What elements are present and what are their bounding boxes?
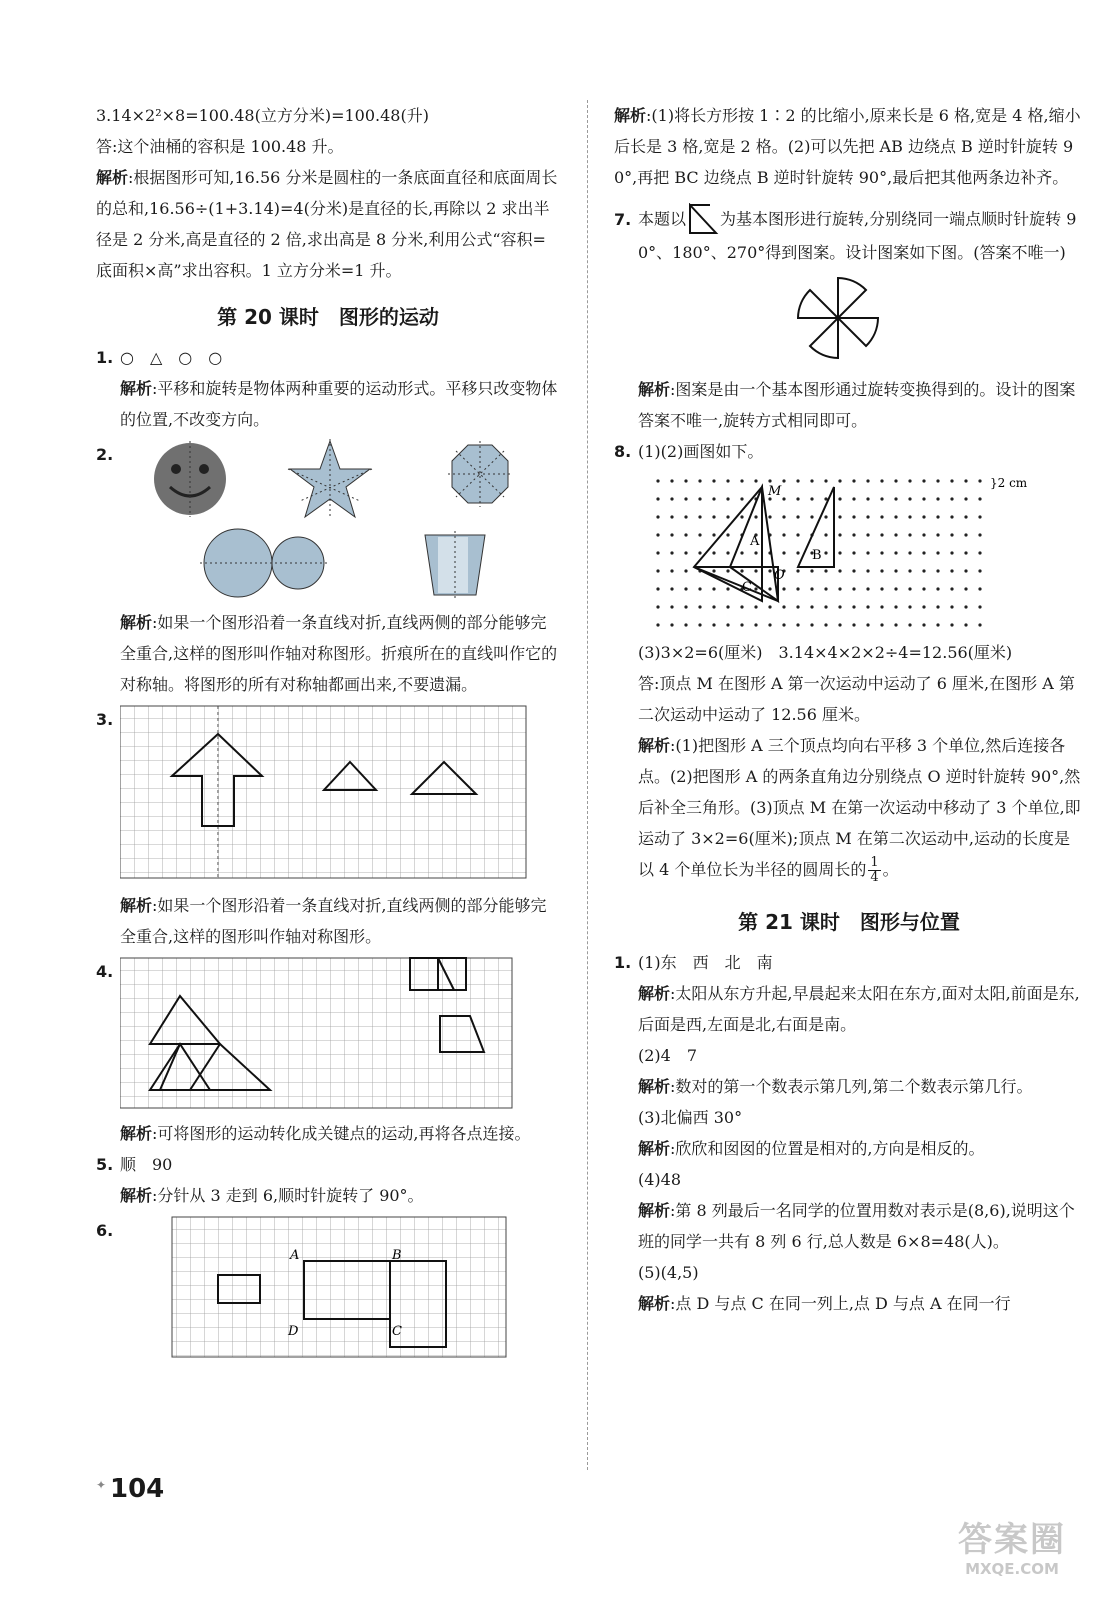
pinwheel-icon [798, 278, 878, 358]
explanation-text: :根据图形可知,16.56 分米是圆柱的一条底面直径和底面周长的总和,16.56÷(1+3.14)=4(分米)是直径的长,再除以 2 求出半径是 2 分米,高是直径的 2 倍,求出高是 8 分米,利用公式“容积=底面积×高”求出容积。1 立方分米=1 升。 [96, 168, 558, 280]
answer-line: 答:顶点 M 在图形 A 第一次运动中运动了 6 厘米,在图形 A 第二次运动中运动了 12.56 厘米。 [638, 674, 1075, 724]
question-number: 7. [614, 209, 632, 229]
page-number: 104 [110, 1474, 165, 1504]
fraction: $\frac{1}{4}$ [870, 855, 879, 885]
explanation-text: :点 D 与点 C 在同一列上,点 D 与点 A 在同一行 [670, 1294, 1011, 1313]
lesson-title: 图形的运动 [338, 305, 439, 329]
question-1 [96, 342, 560, 435]
explanation-label: 解析 [120, 896, 153, 915]
explanation-text: :欣欣和囡囡的位置是相对的,方向是相反的。 [670, 1139, 985, 1158]
rectangle-rotation-grid-figure [120, 1215, 560, 1365]
column-divider [587, 100, 588, 1470]
explanation-label: 解析 [638, 984, 671, 1003]
explanation-label: 解析 [638, 736, 671, 755]
explanation-text: :可将图形的运动转化成关键点的运动,再将各点连接。 [152, 1124, 531, 1143]
question-3 [96, 704, 560, 952]
pinwheel-figure [638, 272, 1078, 368]
explanation-label: 解析 [120, 1186, 153, 1205]
section-21-question-1 [614, 947, 1084, 1319]
point-b-label: B [392, 1248, 402, 1263]
explanation-label: 解析 [638, 1139, 671, 1158]
lesson-number: 第 21 课时 [738, 910, 840, 934]
point-a-label: A [290, 1248, 300, 1263]
shape-b-label: B [812, 548, 822, 563]
volume-calculation: 3.14×2²×8=100.48(立方分米)=100.48(升) [96, 106, 429, 125]
explanation-text: :如果一个图形沿着一条直线对折,直线两侧的部分能够完全重合,这样的图形叫作轴对称图形。 [120, 896, 547, 946]
question-number: 8. [614, 442, 632, 461]
question-number: 5. [96, 1155, 114, 1174]
explanation-text: :图案是由一个基本图形通过旋转变换得到的。设计的图案答案不唯一,旋转方式相同即可。 [638, 380, 1076, 430]
explanation-label: 解析 [638, 1201, 671, 1220]
answer-line: 答:这个油桶的容积是 100.48 升。 [96, 137, 344, 156]
question-number: 1. [614, 953, 632, 972]
answer-part-1: (1)东 西 北 南 [638, 953, 773, 972]
explanation-label: 解析 [120, 613, 153, 632]
explanation-label: 解析 [638, 1077, 671, 1096]
question-answer: 顺 90 [120, 1155, 173, 1174]
answer-part-3: (3)北偏西 30° [638, 1108, 743, 1127]
translation-grid-figure [120, 956, 560, 1112]
explanation-text: :太阳从东方升起,早晨起来太阳在东方,面对太阳,前面是东,后面是西,左面是北,右面是南。 [638, 984, 1080, 1034]
watermark-logo-text: 答案圈 [958, 1520, 1066, 1560]
answer-part-4: (4)48 [638, 1170, 682, 1189]
explanation-text: :平移和旋转是物体两种重要的运动形式。平移只改变物体的位置,不改变方向。 [120, 379, 558, 429]
question-8: 8. (1)(2)画图如下。 M A B C O }2 cm (3)3×2=6(厘米) 3.14×4×2×2÷4=12.56(厘米) 答:顶点 M 在图形 A 第一次运动中运动了 6 厘米,在图形 A 第二次运动中运动了 12.56 厘米。 解析:(1)把图形 A 三个顶点均向右平移 3 个单位,然后连接各点。(2)把图形 A 的两条直角边分别绕点 O 逆时针旋转 90°,然后补全三角形。(3)顶点 M 在第一次运动中移动了 3 个单位,即运动了 3×2=6(厘米);顶点 M 在第二次运动中,运动的长度是以 4 个单位长为半径的圆周长的 $\frac{1}{4}$ 。 [614, 436, 1084, 885]
shape-a-label: A [750, 534, 760, 549]
smiley-face-icon [154, 443, 226, 515]
right-column [614, 100, 1084, 1319]
question-text-b: 为基本图形进行旋转,分别绕同一端点顺时针旋转 90°、180°、270°得到图案。设计图案如下图。(答案不唯一) [638, 209, 1077, 262]
explanation-text: :数对的第一个数表示第几列,第二个数表示第几行。 [670, 1077, 1033, 1096]
lesson-21-heading [614, 907, 1084, 937]
point-o-label: O [774, 568, 785, 583]
question-text: (1)(2)画图如下。 [638, 442, 764, 461]
question-text-a: 本题以 [638, 209, 687, 229]
question-4 [96, 956, 560, 1149]
explanation [96, 162, 560, 286]
question-number: 3. [96, 710, 114, 729]
explanation-label: 解析 [638, 1294, 671, 1313]
watermark-url: MXQE.COM [965, 1560, 1059, 1578]
question-number: 4. [96, 962, 114, 981]
explanation-text: :(1)把图形 A 三个顶点均向右平移 3 个单位,然后连接各点。(2)把图形 A 的两条直角边分别绕点 O 逆时针旋转 90°,然后补全三角形。(3)顶点 M 在第一次运动中移动了 3 个单位,即运动了 3×2=6(厘米);顶点 M 在第二次运动中,运动的长度是以 4 个单位长为半径的圆周长的 [638, 736, 1081, 879]
point-m-label: M [768, 484, 782, 499]
question-5 [96, 1149, 560, 1211]
question-6 [96, 1215, 560, 1365]
point-d-label: D [288, 1324, 299, 1339]
symmetry-shapes-figure [120, 439, 560, 601]
question-number: 1. [96, 348, 114, 367]
explanation-label: 解析 [120, 1124, 153, 1143]
dot-grid-triangles-figure [638, 471, 1078, 631]
explanation [614, 100, 1084, 193]
point-c-label: C [392, 1324, 402, 1339]
shape-c-label: C [742, 580, 752, 595]
page-star-icon: ✦ [96, 1478, 107, 1492]
calculation: (3)3×2=6(厘米) 3.14×4×2×2÷4=12.56(厘米) [638, 643, 1013, 662]
question-7 [614, 203, 1084, 436]
explanation-text: :第 8 列最后一名同学的位置用数对表示是(8,6),说明这个班的同学一共有 8 列 6 行,总人数是 6×8=48(人)。 [638, 1201, 1075, 1251]
scale-label: }2 cm [990, 476, 1028, 490]
lesson-number: 第 20 课时 [217, 305, 319, 329]
explanation-label: 解析 [638, 380, 671, 399]
answer-part-5: (5)(4,5) [638, 1263, 699, 1282]
question-2 [96, 439, 560, 700]
question-answer: ○ △ ○ ○ [120, 348, 223, 367]
lesson-title: 图形与位置 [859, 910, 960, 934]
base-shape-icon [686, 203, 720, 237]
watermark [927, 1520, 1097, 1590]
question-number: 2. [96, 445, 114, 464]
explanation-label: 解析 [96, 168, 129, 187]
question-number: 6. [96, 1221, 114, 1240]
explanation-label: 解析 [120, 379, 153, 398]
arrow-triangle-grid-figure [120, 704, 560, 884]
lesson-20-heading [96, 302, 560, 332]
explanation-text: :如果一个图形沿着一条直线对折,直线两侧的部分能够完全重合,这样的图形叫作轴对称图形。折痕所在的直线叫作它的对称轴。将图形的所有对称轴都画出来,不要遗漏。 [120, 613, 558, 694]
explanation-text: :(1)将长方形按 1∶2 的比缩小,原来长是 6 格,宽是 4 格,缩小后长是 3 格,宽是 2 格。(2)可以先把 AB 边绕点 B 逆时针旋转 90°,再把 BC 边绕点 B 逆时针旋转 90°,最后把其他两条边补齐。 [614, 106, 1081, 187]
answer-part-2: (2)4 7 [638, 1046, 698, 1065]
explanation-text: :分针从 3 走到 6,顺时针旋转了 90°。 [152, 1186, 424, 1205]
explanation-label: 解析 [614, 106, 647, 125]
left-column [96, 100, 560, 1371]
